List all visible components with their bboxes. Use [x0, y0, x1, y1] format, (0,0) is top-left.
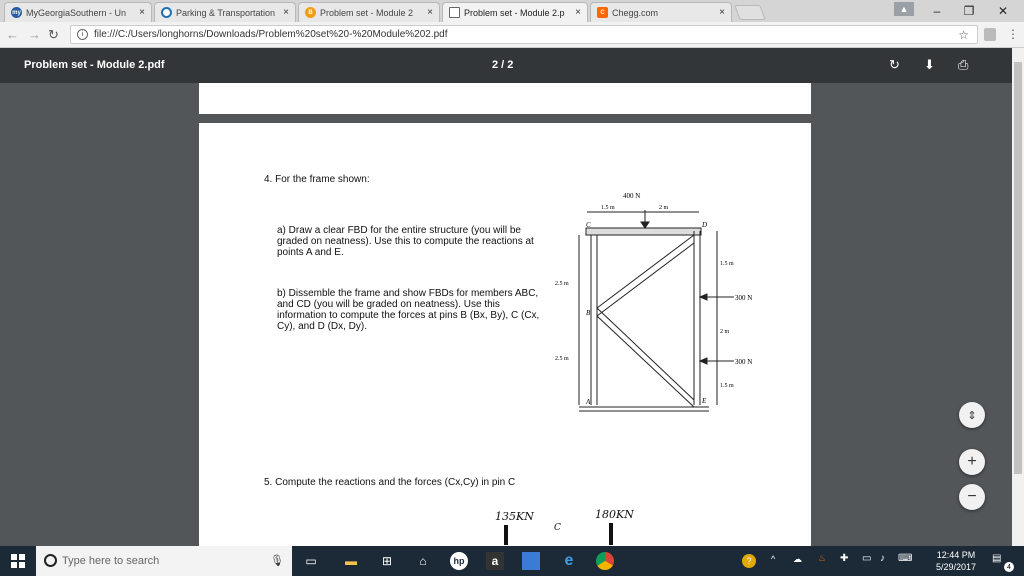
home-icon[interactable]: ⌂	[419, 554, 427, 568]
url-text: file:///C:/Users/longhorns/Downloads/Problem%20set%20-%20Module%202.pdf	[94, 29, 448, 40]
pdf-viewer[interactable]	[0, 83, 1012, 546]
point-b-label: B	[586, 309, 591, 317]
address-toolbar	[0, 22, 1024, 48]
browser-tab-strip	[0, 0, 1024, 22]
menu-icon[interactable]: ⋮	[1007, 27, 1019, 41]
amazon-icon[interactable]: a	[486, 552, 504, 570]
question-4b-text: b) Dissemble the frame and show FBDs for members ABC, and CD (you will be graded on neatness). Use this information to compute the forces at pins B (Bx, By), C (Cx, Cy), and D (Dx, Dy).	[277, 288, 540, 332]
page-indicator: 2 / 2	[492, 59, 514, 71]
dim-right-top: 1.5 m	[720, 261, 734, 267]
close-tab-icon[interactable]: ×	[283, 7, 289, 18]
clock-date: 5/29/2017	[935, 562, 977, 572]
profile-icon[interactable]: ▲	[894, 2, 914, 16]
dim-right-mid: 2 m	[720, 329, 730, 335]
keyboard-icon[interactable]: ⌨	[898, 553, 913, 564]
minimize-button[interactable]: –	[933, 4, 941, 18]
load-right-top-label: 300 N	[735, 294, 753, 302]
dim-top-right: 2 m	[659, 205, 669, 211]
flame-icon[interactable]: ♨	[818, 553, 827, 563]
clock-time: 12:44 PM	[936, 550, 976, 560]
action-center-icon[interactable]: ▤ 4	[992, 553, 1010, 569]
load-top-label: 400 N	[623, 192, 641, 200]
extension-icon[interactable]	[984, 28, 996, 41]
handwritten-arrow-1	[504, 525, 508, 545]
cortana-icon	[44, 554, 57, 567]
new-tab-button[interactable]	[734, 5, 765, 20]
back-icon[interactable]: ←	[6, 27, 19, 42]
print-icon[interactable]: ⎙	[958, 57, 969, 72]
handwritten-load-1: 135KN	[495, 510, 534, 523]
taskbar-clock[interactable]	[924, 549, 988, 573]
handwritten-c-label: C	[554, 523, 561, 533]
point-d-label: D	[702, 221, 708, 229]
tab-label: Parking & Transportation	[176, 7, 276, 18]
forward-icon[interactable]: →	[28, 27, 41, 42]
download-icon[interactable]: ⬇	[924, 57, 935, 72]
circle-icon	[161, 7, 172, 18]
info-icon[interactable]: i	[77, 29, 88, 40]
tab-chegg[interactable]	[590, 2, 732, 22]
tab-mygeorgiasouthern[interactable]	[4, 2, 152, 22]
frame-diagram	[549, 175, 789, 415]
tab-label: Chegg.com	[612, 7, 659, 18]
chrome-icon[interactable]	[596, 552, 614, 570]
question-5-title: 5. Compute the reactions and the forces (Cx,Cy) in pin C	[264, 477, 516, 488]
tab-parking[interactable]	[154, 2, 296, 22]
pdf-toolbar	[0, 48, 1024, 83]
dim-top-left: 1.5 m	[601, 205, 615, 211]
question-4a-text: a) Draw a clear FBD for the entire structure (you will be graded on neatness). Use this to compute the reactions at points A and E.	[277, 225, 534, 258]
tab-label: Problem set - Module 2	[320, 7, 414, 18]
shield-icon[interactable]: ✚	[840, 553, 849, 564]
file-explorer-icon[interactable]: ▬	[345, 554, 357, 568]
photos-icon[interactable]	[522, 552, 540, 570]
edge-icon[interactable]: e	[564, 552, 574, 569]
document-icon	[449, 7, 460, 18]
zoom-in-button[interactable]: +	[959, 449, 985, 475]
dim-right-bottom: 1.5 m	[720, 383, 734, 389]
volume-icon[interactable]: ♪	[880, 553, 885, 564]
battery-icon[interactable]: ▭	[862, 553, 872, 564]
hp-icon[interactable]: hp	[450, 552, 468, 570]
pdf-page-2	[199, 123, 811, 546]
store-icon[interactable]: ⊞	[381, 554, 393, 568]
windows-start-icon[interactable]	[9, 552, 27, 570]
close-tab-icon[interactable]: ×	[575, 7, 581, 18]
point-a-label: A	[586, 398, 591, 406]
bookmark-star-icon[interactable]: ☆	[958, 28, 969, 42]
question-4-title: 4. For the frame shown:	[264, 174, 370, 185]
notification-badge: 4	[1004, 562, 1014, 572]
handwritten-arrow-2	[609, 523, 613, 545]
close-tab-icon[interactable]: ×	[427, 7, 433, 18]
search-placeholder: Type here to search	[62, 555, 160, 567]
microphone-icon[interactable]: 🎙	[270, 555, 284, 567]
windows-taskbar	[0, 546, 1024, 576]
point-e-label: E	[702, 397, 707, 405]
onedrive-icon[interactable]: ☁	[793, 554, 802, 564]
chegg-icon: C	[597, 7, 608, 18]
dim-left-bottom: 2.5 m	[555, 356, 569, 362]
close-tab-icon[interactable]: ×	[719, 7, 725, 18]
pdf-page-1	[199, 83, 811, 114]
tab-label: MyGeorgiaSouthern - Un	[26, 7, 127, 18]
task-view-icon[interactable]: ▭	[305, 554, 317, 568]
taskbar-search[interactable]	[36, 546, 292, 576]
vertical-scrollbar[interactable]	[1012, 48, 1024, 546]
tab-label: Problem set - Module 2.p	[464, 7, 565, 18]
dim-left-top: 2.5 m	[555, 281, 569, 287]
pdf-b-icon: B	[305, 7, 316, 18]
show-hidden-icons[interactable]: ^	[771, 554, 776, 564]
my-icon: my	[11, 7, 22, 18]
close-tab-icon[interactable]: ×	[139, 7, 145, 18]
close-window-button[interactable]: ✕	[997, 4, 1009, 18]
restore-button[interactable]: ❐	[963, 4, 975, 18]
help-icon[interactable]: ?	[742, 554, 756, 568]
reload-icon[interactable]: ↻	[48, 27, 59, 42]
fit-page-button[interactable]: ⇕	[959, 402, 985, 428]
pdf-title: Problem set - Module 2.pdf	[24, 59, 165, 71]
tab-problem-set-b[interactable]	[298, 2, 440, 22]
rotate-icon[interactable]: ↻	[889, 57, 900, 72]
address-bar[interactable]	[70, 25, 978, 44]
scrollbar-thumb[interactable]	[1014, 62, 1022, 474]
zoom-out-button[interactable]: −	[959, 484, 985, 510]
tab-problem-set-active[interactable]	[442, 2, 588, 22]
handwritten-load-2: 180KN	[595, 508, 634, 521]
point-c-label: C	[586, 221, 591, 229]
load-right-bottom-label: 300 N	[735, 358, 753, 366]
